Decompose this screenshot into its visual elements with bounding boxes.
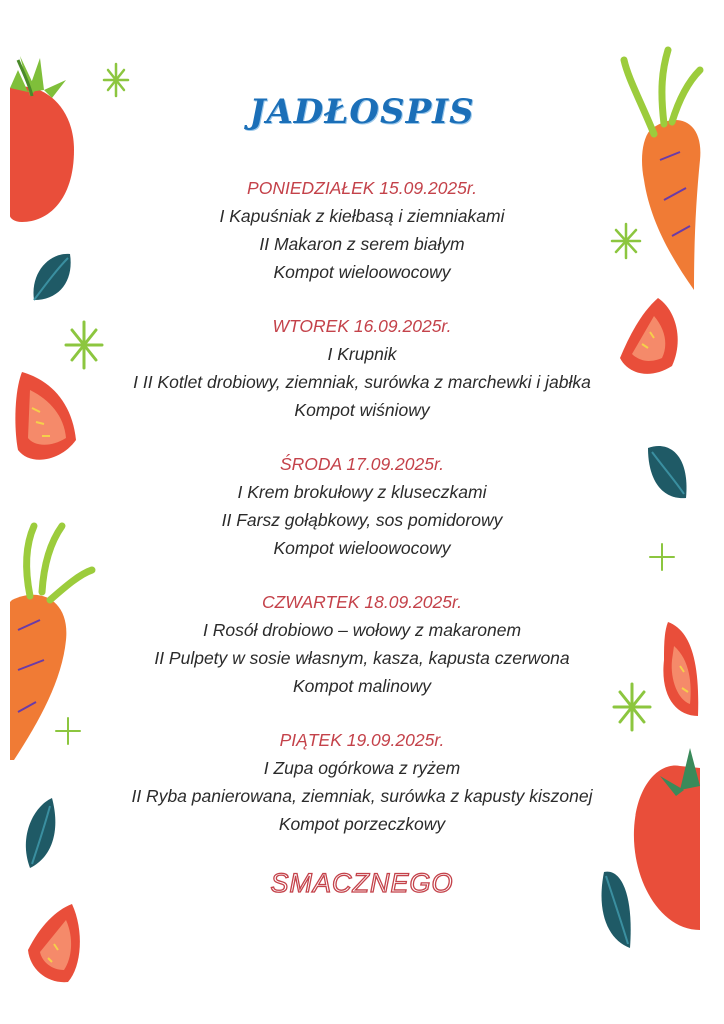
menu-line: I Kapuśniak z kiełbasą i ziemniakami (219, 206, 505, 226)
menu-line: Kompot wieloowocowy (273, 262, 451, 282)
weekly-menu (0, 174, 724, 864)
menu-line: I Rosół drobiowo – wołowy z makaronem (202, 620, 522, 640)
page-title: JADŁOSPIS (249, 92, 475, 132)
day-header: WTOREK 16.09.2025r. (272, 316, 452, 336)
menu-line: II Ryba panierowana, ziemniak, surówka z kapusty kiszonej (131, 786, 593, 806)
menu-line: I Krem brokułowy z kluseczkami (237, 482, 487, 502)
menu-line: Kompot wiśniowy (294, 400, 430, 420)
menu-line: II Pulpety w sosie własnym, kasza, kapusta czerwona (154, 648, 570, 668)
day-block (0, 588, 724, 726)
day-block (0, 726, 724, 864)
day-header: PONIEDZIAŁEK 15.09.2025r. (247, 178, 477, 198)
menu-line: I Krupnik (327, 344, 397, 364)
menu-line: I II Kotlet drobiowy, ziemniak, surówka z marchewki i jabłka (133, 372, 591, 392)
menu-line: Kompot wieloowocowy (273, 538, 451, 558)
day-header: PIĄTEK 19.09.2025r. (279, 730, 445, 750)
day-block (0, 174, 724, 312)
day-block (0, 312, 724, 450)
tomato-slice-icon (28, 904, 80, 982)
closing-text: SMACZNEGO (270, 868, 454, 898)
day-header: ŚRODA 17.09.2025r. (279, 454, 445, 474)
menu-line: Kompot malinowy (292, 676, 432, 696)
day-block (0, 450, 724, 588)
day-header: CZWARTEK 18.09.2025r. (261, 592, 463, 612)
menu-line: I Zupa ogórkowa z ryżem (263, 758, 461, 778)
menu-line: Kompot porzeczkowy (278, 814, 446, 834)
menu-line: II Makaron z serem białym (259, 234, 465, 254)
menu-line: II Farsz gołąbkowy, sos pomidorowy (221, 510, 503, 530)
